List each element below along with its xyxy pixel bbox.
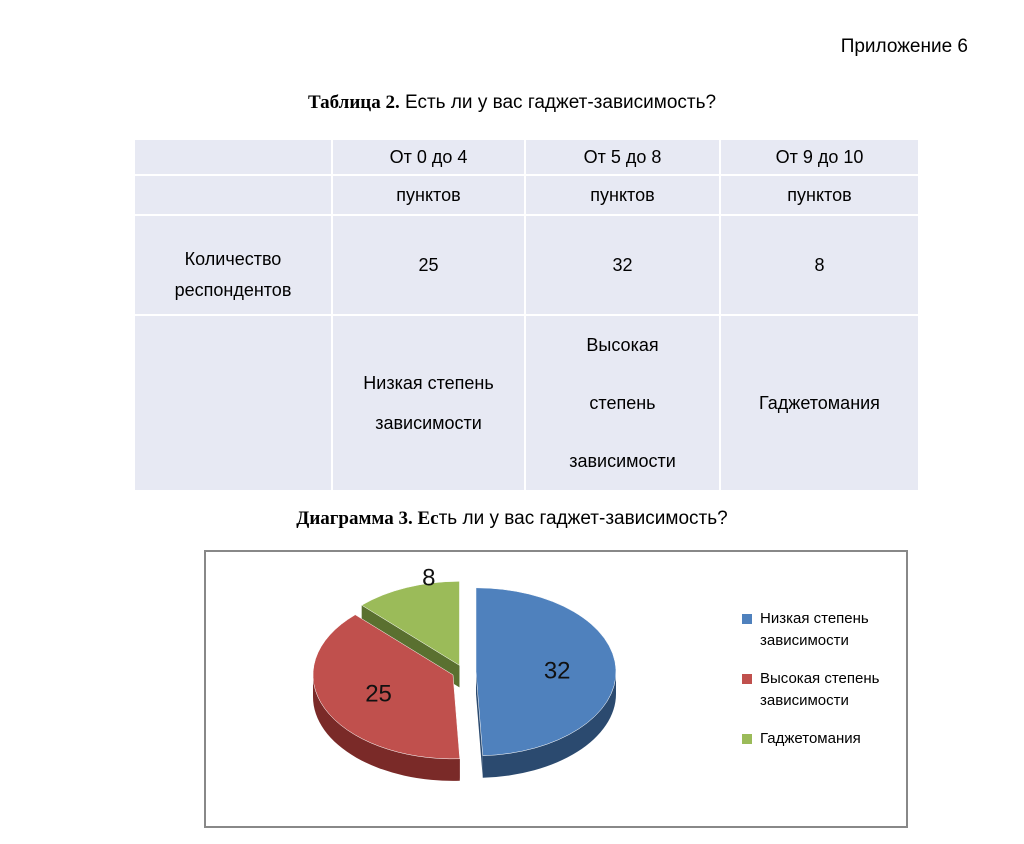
row-label-respondents <box>134 215 332 315</box>
chart-caption-text: ть ли у вас гаджет-зависимость? <box>438 508 728 529</box>
table-row <box>134 139 919 175</box>
table-cell-level <box>525 315 720 491</box>
level-line: Низкая степень <box>363 373 494 393</box>
table-row <box>134 315 919 491</box>
table-row <box>134 175 919 215</box>
table-header-cell: пунктов <box>525 175 720 215</box>
row-label-line: Количество <box>184 249 282 269</box>
row-label-line: респондентов <box>174 280 292 300</box>
table-caption <box>0 92 1024 114</box>
table-cell-count: 32 <box>525 215 720 315</box>
legend-swatch <box>742 734 752 744</box>
table-caption-number: Таблица 2. <box>307 92 400 113</box>
table-header-cell: От 5 до 8 <box>525 139 720 175</box>
pie-value-label: 8 <box>422 564 436 592</box>
chart-caption <box>0 508 1024 530</box>
level-line: Высокая <box>586 335 659 355</box>
level-line: степень <box>589 393 656 413</box>
level-line: зависимости <box>569 451 676 471</box>
table-cell-count: 25 <box>332 215 525 315</box>
chart-caption-number: Диаграмма 3. Ес <box>296 508 439 529</box>
legend-item <box>742 728 900 750</box>
table-row <box>134 215 919 315</box>
level-line: зависимости <box>375 413 482 433</box>
legend-swatch <box>742 614 752 624</box>
chart-legend <box>742 608 900 766</box>
legend-item <box>742 608 900 652</box>
legend-item <box>742 668 900 712</box>
pie-value-label: 32 <box>543 657 571 685</box>
table-cell-empty <box>134 175 332 215</box>
legend-label: Высокая степень зависимости <box>760 670 880 709</box>
table-cell-level: Гаджетомания <box>720 315 919 491</box>
pie-chart-frame <box>204 550 908 828</box>
legend-label: Гаджетомания <box>760 730 861 747</box>
table-header-cell: От 0 до 4 <box>332 139 525 175</box>
table-cell-empty <box>134 139 332 175</box>
table-cell-empty <box>134 315 332 491</box>
table-header-cell: От 9 до 10 <box>720 139 919 175</box>
table-cell-level <box>332 315 525 491</box>
legend-label: Низкая степень зависимости <box>760 610 869 649</box>
pie-value-label: 25 <box>365 680 392 708</box>
survey-table <box>133 138 920 492</box>
table-caption-text: Есть ли у вас гаджет-зависимость? <box>399 92 717 113</box>
appendix-label: Приложение 6 <box>840 36 968 57</box>
table-header-cell: пунктов <box>720 175 919 215</box>
legend-swatch <box>742 674 752 684</box>
table-header-cell: пунктов <box>332 175 525 215</box>
table-cell-count: 8 <box>720 215 919 315</box>
